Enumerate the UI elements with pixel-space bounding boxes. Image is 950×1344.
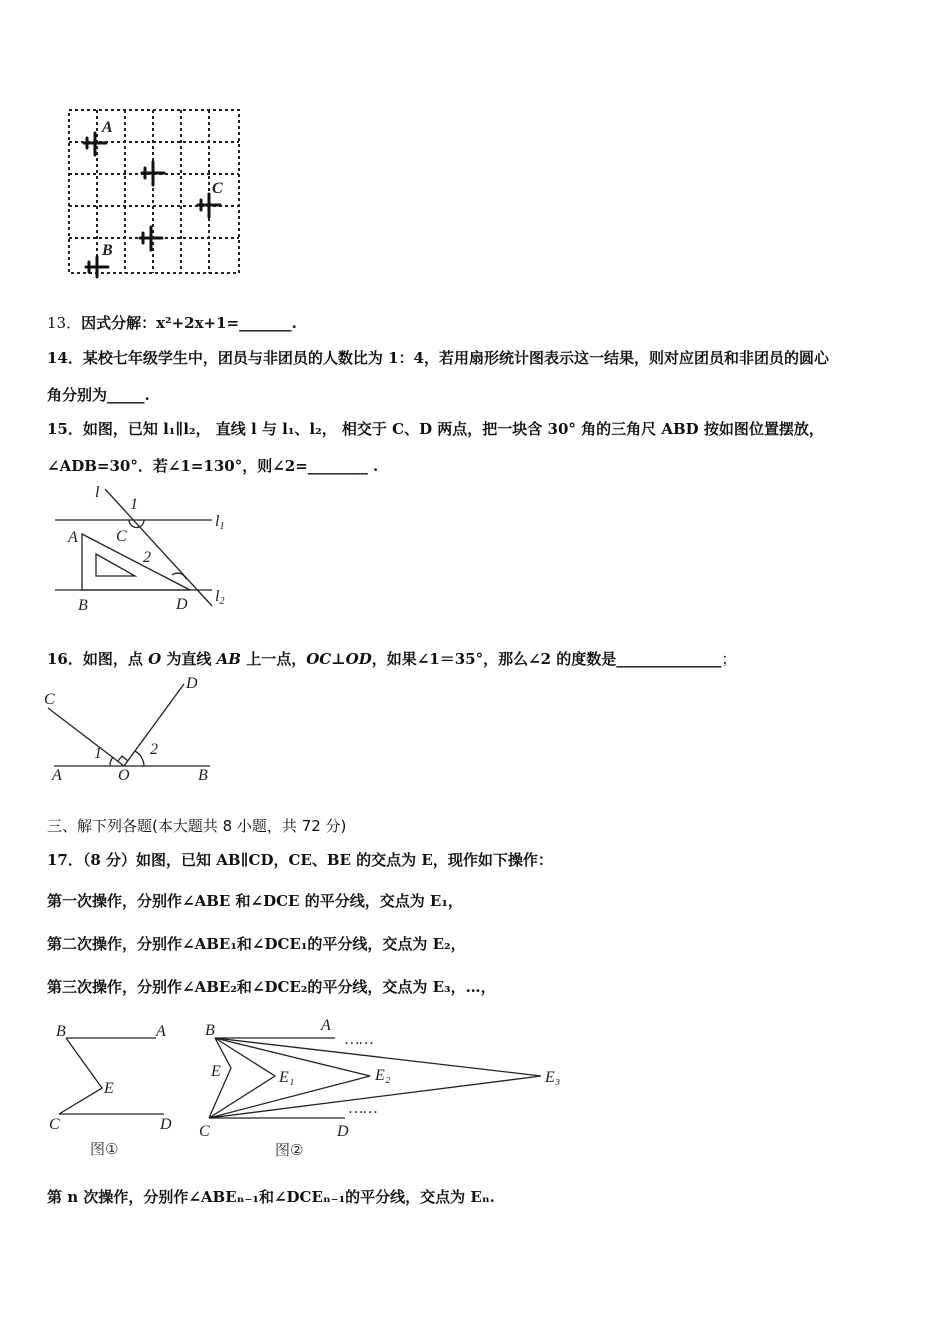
svg-text:1: 1 (130, 496, 138, 513)
question-16: 16．如图，点 O 为直线 AB 上一点，OC⊥OD，如果∠1＝35°，那么∠2 的度数是______________； (47, 650, 737, 668)
svg-text:E: E (211, 1063, 221, 1080)
svg-text:D: D (337, 1123, 349, 1140)
svg-text:A: A (52, 767, 62, 784)
svg-text:l: l (95, 484, 100, 501)
svg-text:B: B (56, 1023, 66, 1040)
broken-line-bec (59, 1038, 102, 1114)
svg-text:2: 2 (143, 549, 151, 566)
figure-16-angles (40, 676, 215, 786)
line-l (105, 489, 212, 606)
svg-text:C: C (199, 1123, 210, 1140)
svg-text:C: C (116, 528, 127, 545)
triangle-inner (96, 554, 135, 576)
svg-text:l1: l1 (215, 513, 225, 532)
question-17-step-n: 第 n 次操作，分别作∠ABEₙ₋₁和∠DCEₙ₋₁的平分线，交点为 Eₙ. (47, 1188, 495, 1206)
svg-text:D: D (160, 1116, 172, 1133)
question-17-step1: 第一次操作，分别作∠ABE 和∠DCE 的平分线，交点为 E₁， (47, 892, 463, 910)
question-13: 13．因式分解：x²+2x+1=_______. (47, 314, 297, 332)
svg-text:……: …… (345, 1031, 374, 1048)
caption-fig1: 图① (90, 1140, 119, 1158)
svg-text:C: C (49, 1116, 60, 1133)
grid-airplane-figure (62, 105, 242, 275)
question-14-line1: 14．某校七年级学生中，团员与非团员的人数比为 1：4，若用扇形统计图表示这一结果，则对应团员和非团员的圆心 (47, 349, 829, 367)
triangle-abd (82, 534, 190, 590)
svg-text:C: C (44, 691, 55, 708)
question-17-step2: 第二次操作，分别作∠ABE₁和∠DCE₁的平分线，交点为 E₂， (47, 935, 466, 953)
section-3-heading: 三、解下列各题(本大题共 8 小题，共 72 分) (47, 817, 347, 835)
svg-text:l2: l2 (215, 588, 225, 607)
svg-text:A: A (156, 1023, 166, 1040)
airplane-c-icon (198, 194, 220, 217)
figure-15-parallel-lines (50, 484, 240, 614)
question-15-line1: 15．如图，已知 l₁∥l₂， 直线 l 与 l₁、l₂， 相交于 C、D 两点，把一块含 30° 角的三角尺 ABD 按如图位置摆放， (47, 420, 824, 438)
q14-answer-blank[interactable]: _____ (107, 386, 145, 404)
airplane-icon (142, 162, 164, 185)
grid-label-b: B (102, 242, 113, 259)
svg-text:B: B (78, 597, 88, 614)
question-14-line2: 角分别为_____. (47, 386, 150, 404)
airplane-a-icon (84, 133, 106, 155)
svg-text:1: 1 (94, 745, 102, 762)
right-angle-mark (118, 756, 128, 761)
svg-text:……: …… (349, 1100, 378, 1117)
svg-text:E₃: E₃ (545, 1069, 561, 1086)
q16-answer-blank[interactable]: ______________ (616, 650, 722, 668)
figure-17-1 (44, 1018, 184, 1163)
grid-label-c: C (212, 180, 223, 197)
question-15-line2: ∠ADB=30°．若∠1=130°，则∠2=________ . (47, 457, 379, 475)
grid-label-a: A (102, 119, 113, 136)
svg-text:E: E (104, 1080, 114, 1097)
question-17-step3: 第三次操作，分别作∠ABE₂和∠DCE₂的平分线，交点为 E₃，…， (47, 978, 496, 996)
figure-17-2 (195, 1018, 575, 1163)
svg-text:D: D (176, 596, 188, 613)
q15-answer-blank[interactable]: ________ (307, 457, 368, 475)
svg-text:B: B (198, 767, 208, 784)
svg-text:2: 2 (150, 741, 158, 758)
svg-text:O: O (118, 767, 130, 784)
svg-text:A: A (68, 529, 78, 546)
svg-text:E₁: E₁ (279, 1069, 295, 1086)
caption-fig2: 图② (275, 1141, 304, 1159)
q13-answer-blank[interactable]: _______ (239, 314, 292, 332)
airplane-icon (140, 227, 162, 250)
svg-text:E₂: E₂ (375, 1067, 391, 1084)
svg-text:B: B (205, 1022, 215, 1039)
svg-text:D: D (186, 675, 198, 692)
svg-text:A: A (321, 1017, 331, 1034)
question-17-intro: 17．（8 分）如图，已知 AB∥CD，CE、BE 的交点为 E，现作如下操作： (47, 851, 553, 869)
